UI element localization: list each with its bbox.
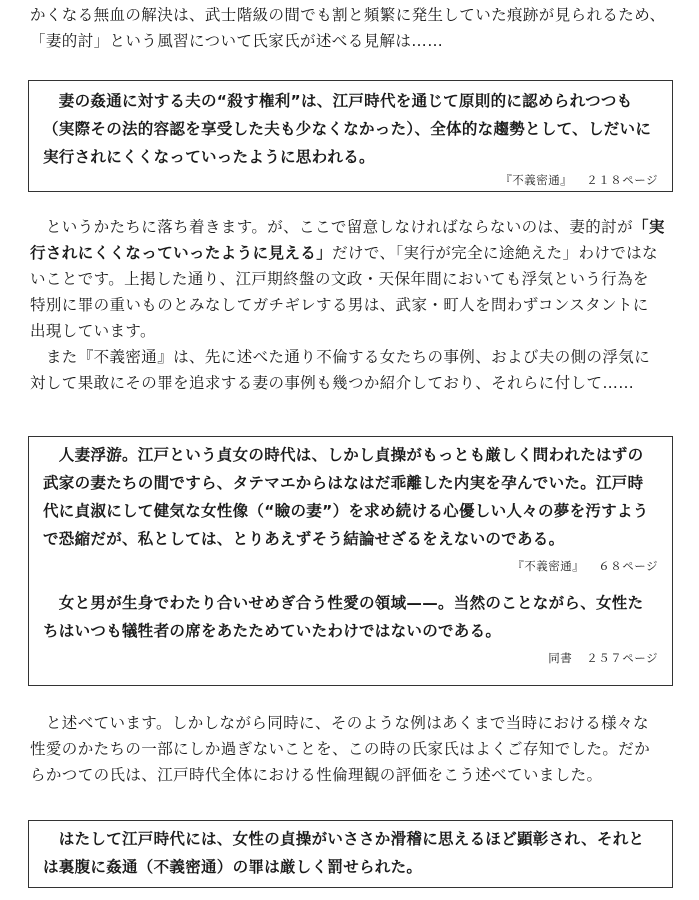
quote-citation [29,171,658,189]
body-line [30,214,675,240]
quote-line: 人妻浮游。江戸という貞女の時代は、しかし貞操がもっとも厳しく問われたはずの [43,446,644,464]
body-paragraph-2 [30,214,675,396]
quote-citation [29,557,658,575]
quote-line: （実際その法的容認を享受した夫も少なくなかった）、全体的な趨勢として、しだいに [43,120,652,138]
intro-paragraph [30,2,675,54]
emphasis-text: 行されにくくなっていったように見える」 [30,244,333,262]
quote-line: 女と男が生身でわたり合いせめぎ合う性愛の領域——。当然のことながら、女性た [43,594,644,612]
citation-source: 『不義密通』 [500,173,573,187]
quote-line: はたして江戸時代には、女性の貞操がいささか滑稽に思えるほど顕彰され、それと [43,830,645,848]
intro-line: 「妻的討」という風習について氏家氏が述べる見解は…… [30,32,444,50]
citation-page: ６８ページ [598,559,658,573]
body-line: 対して果敢にその罪を追求する妻の事例も幾つか紹介しており、それらに付して…… [30,374,635,392]
quote-line: 妻の姦通に対する夫の“殺す権利”は、江戸時代を通じて原則的に認められつつも [43,92,633,110]
body-paragraph-3 [30,710,675,788]
quote-line: 実行されにくくなっていったように思われる。 [43,148,375,166]
body-line: 特別に罪の重いものとみなしてガチギレする男は、武家・町人を問わずコンスタントに [30,296,649,314]
quote-text [43,441,663,553]
body-text: というかたちに落ち着きます。が、ここで留意しなければならないのは、妻的討が [30,218,633,236]
intro-line: かくなる無血の解決は、武士階級の間でも割と頻繁に発生していた痕跡が見られるため、 [30,6,666,24]
quote-text [43,825,663,881]
quote-line: 武家の妻たちの間ですら、タテマエからはなはだ乖離した内実を孕んでいた。江戸時 [43,474,644,492]
citation-page: ２５７ページ [586,651,658,665]
citation-source: 『不義密通』 [512,559,585,573]
body-line: と述べています。しかしながら同時に、そのような例はあくまで当時における様々な [30,714,649,732]
quote-box-3 [28,820,673,888]
quote-box-1 [28,80,673,192]
quote-line: 代に貞淑にして健気な女性像（“瞼の妻”）を求め続ける心優しい人々の夢を汚すよう [43,502,649,520]
body-line: らかつての氏は、江戸時代全体における性倫理観の評価をこう述べていました。 [30,766,603,784]
citation-page: ２１８ページ [586,173,658,187]
body-line: 出現しています。 [30,322,156,340]
quote-text [43,87,663,171]
emphasis-text: 「実 [632,218,665,236]
body-line: また『不義密通』は、先に述べた通り不倫する女たちの事例、および夫の側の浮気に [30,348,651,366]
body-text: だけで、「実行が完全に途絶えた」わけではな [332,244,658,262]
body-line: 性愛のかたちの一部にしか過ぎないことを、この時の氏家氏はよくご存知でした。だか [30,740,651,758]
quote-line: は裏腹に姦通（不義密通）の罪は厳しく罰せられた。 [43,858,423,876]
body-line [30,240,675,266]
body-line: いことです。上掲した通り、江戸期終盤の文政・天保年間においても浮気という行為を [30,270,649,288]
quote-box-2 [28,436,673,686]
quote-line: で恐縮だが、私としては、とりあえずそう結論せざるをえないのである。 [43,530,565,548]
citation-source: 同書 [548,651,573,665]
quote-citation [29,649,658,667]
quote-text [43,589,663,645]
quote-line: ちはいつも犠牲者の席をあたためていたわけではないのである。 [43,622,502,640]
